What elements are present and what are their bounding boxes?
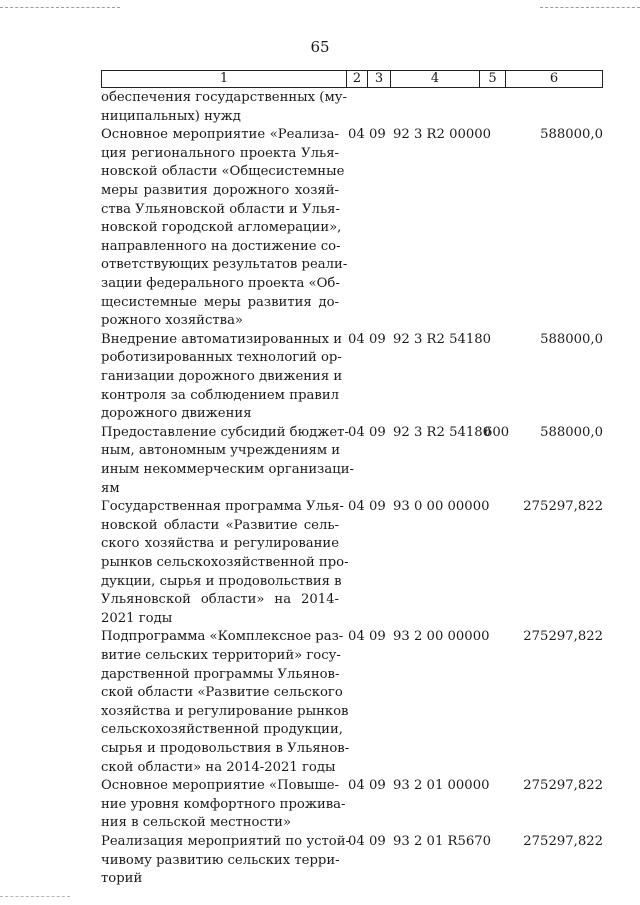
row-c6-value: 275297,822 [523,629,603,645]
row-c4-value: 92 3 R2 54180 [393,331,492,347]
row-description [101,331,343,424]
row-c2-value: 04 [348,499,365,515]
row-c4-value: 92 3 R2 54180 [393,424,492,440]
description-line: ства Ульяновской области и Улья- [101,201,340,217]
row-c6-value: 275297,822 [523,778,603,794]
row-c3-value: 09 [369,424,386,440]
header-col-4: 4 [391,71,480,87]
description-line: сырья и продовольствия в Ульянов- [101,740,350,756]
row-c3-value: 09 [369,834,386,849]
description-line: ского хозяйства и регулирование [101,536,339,552]
description-line: Внедрение автоматизированных и [101,331,343,347]
row-description [101,833,350,889]
row-c4-value: 93 2 00 00000 [393,629,490,645]
description-line: сельскохозяйственной продукции, [101,722,343,738]
row-c4-value: 93 2 01 R5670 [393,834,492,849]
scan-edge-top-right [540,7,640,8]
description-line: новской городской агломерации», [101,220,342,236]
row-c2-value: 04 [348,127,365,143]
description-line: 2021 годы [101,610,173,626]
description-line: чивому развитию сельских терри- [101,852,340,868]
description-line: хозяйства и регулирование рынков [101,703,349,719]
row-c3-value: 09 [369,127,386,143]
description-line: ям [101,480,120,496]
scan-edge-bottom [0,896,70,897]
description-line: рожного хозяйства» [101,313,243,329]
row-c5-value: 600 [484,424,510,440]
description-line: меры развития дорожного хозяй- [101,182,339,198]
row-c2-value: 04 [348,629,365,645]
description-line: рынков сельскохозяйственной про- [101,554,349,570]
row-description [101,628,350,777]
row-c3-value: 09 [369,331,386,347]
row-description [101,424,354,498]
scan-edge-top-left [0,7,120,8]
description-line: ным, автономным учреждениям и [101,443,341,459]
header-col-5: 5 [480,71,506,87]
header-col-6: 6 [549,71,559,86]
description-line: обеспечения государственных (му- [101,90,347,105]
description-line: ниципальных) нужд [101,108,241,124]
description-line: Предоставление субсидий бюджет- [101,424,349,440]
description-line: дарственной программы Ульянов- [101,666,340,682]
row-c6-value: 275297,822 [523,834,603,849]
header-col-1: 1 [102,71,347,87]
description-line: ния в сельской местности» [101,815,292,831]
row-c6-value: 588000,0 [540,424,603,440]
page-number: 65 [310,38,330,56]
row-c2-value: 04 [348,424,365,440]
row-c2-value: 04 [348,834,365,849]
description-line: дукции, сырья и продовольствия в [101,573,342,589]
description-line: контроля за соблюдением правил [101,387,339,403]
table-header [101,70,603,88]
description-line: щесистемные меры развития до- [101,294,339,310]
row-c6-value: 275297,822 [523,499,603,515]
description-line: Основное мероприятие «Повыше- [101,778,339,794]
description-line: направленного на достижение со- [101,238,341,254]
description-line: Ульяновской области» на 2014- [101,592,339,608]
description-line: иным некоммерческим организаци- [101,461,354,477]
row-c6-value: 588000,0 [540,331,603,347]
description-line: Основное мероприятие «Реализа- [101,127,339,143]
row-description [101,89,347,126]
description-line: новской области «Общесистемные [101,164,345,180]
description-line: новской области «Развитие сель- [101,517,339,533]
description-line: ганизации дорожного движения и [101,368,343,384]
description-line: ция регионального проекта Улья- [101,145,339,161]
row-c4-value: 93 2 01 00000 [393,778,490,794]
row-description [101,777,346,833]
description-line: ской области» на 2014-2021 годы [101,759,336,775]
description-line: торий [101,871,143,887]
row-c4-value: 92 3 R2 00000 [393,127,492,143]
description-line: Государственная программа Улья- [101,499,344,515]
row-c6-value: 588000,0 [540,127,603,143]
row-description [101,126,348,331]
row-c3-value: 09 [369,499,386,515]
row-c2-value: 04 [348,331,365,347]
description-line: Подпрограмма «Комплексное раз- [101,629,344,645]
header-col-3: 3 [368,71,391,87]
description-line: витие сельских территорий» госу- [101,647,341,663]
row-c4-value: 93 0 00 00000 [393,499,490,515]
row-c2-value: 04 [348,778,365,794]
row-c3-value: 09 [369,778,386,794]
description-line: зации федерального проекта «Об- [101,275,340,291]
description-line: роботизированных технологий ор- [101,350,342,366]
description-line: ответствующих результатов реали- [101,257,348,273]
description-line: ние уровня комфортного прожива- [101,796,346,812]
description-line: ской области «Развитие сельского [101,685,343,701]
row-description [101,498,349,628]
row-c3-value: 09 [369,629,386,645]
description-line: Реализация мероприятий по устой- [101,834,350,849]
row-c6-value [509,89,603,108]
description-line: дорожного движения [101,406,252,422]
header-col-2: 2 [347,71,368,87]
